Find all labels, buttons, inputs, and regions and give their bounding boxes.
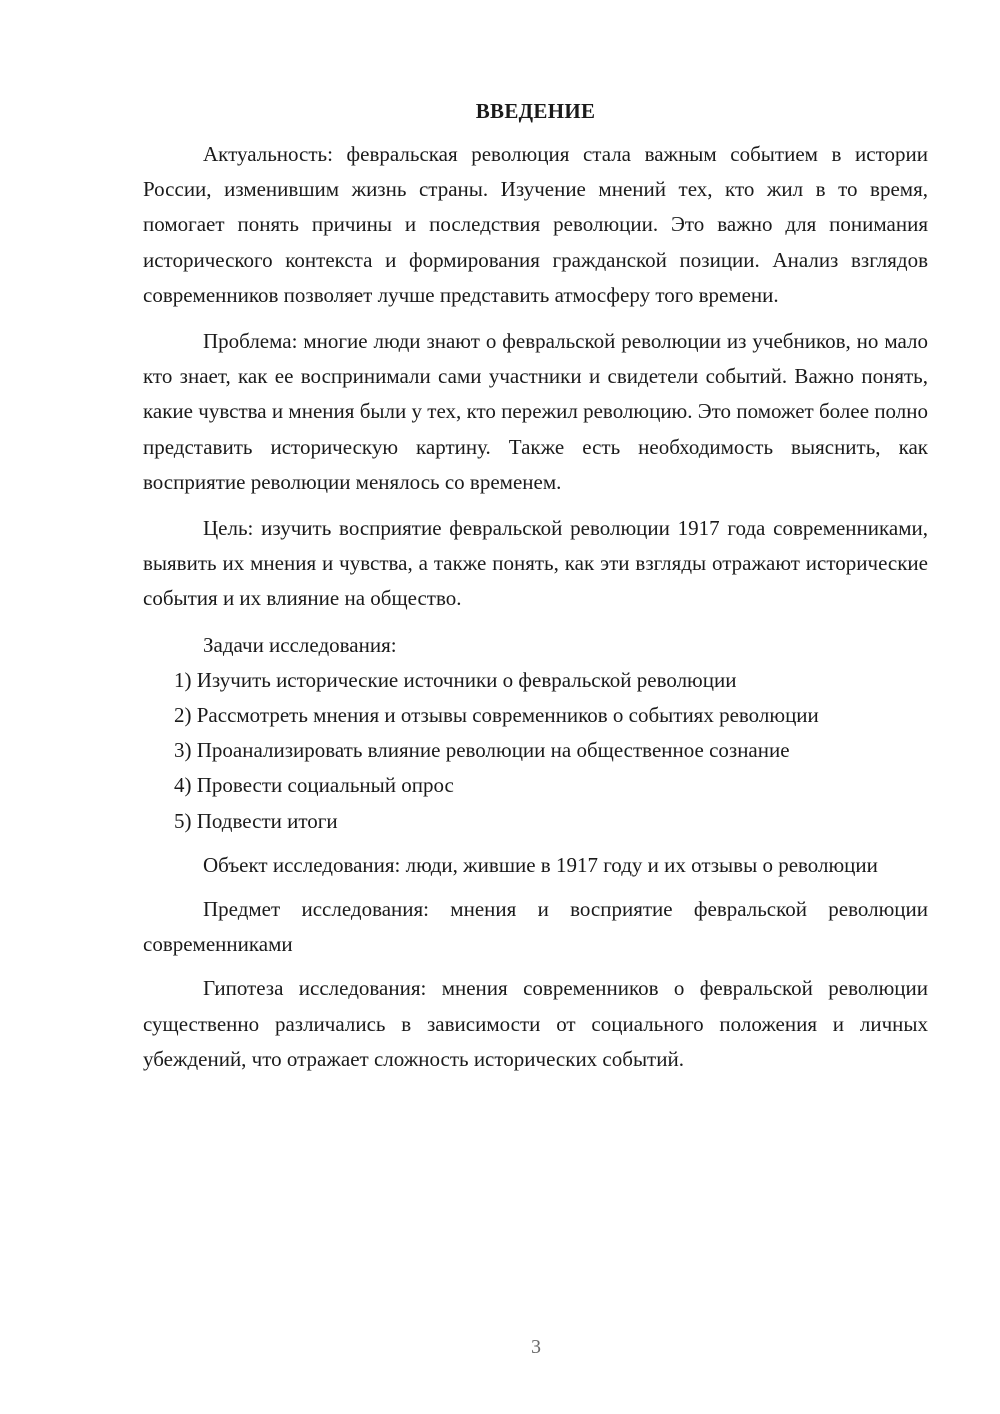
- goal-paragraph: Цель: изучить восприятие февральской революции 1917 года современниками, выявить их мнения и чувства, а также понять, как эти взгляды отражают исторические события и их влияние на общество.: [143, 516, 928, 611]
- page-number: 3: [531, 1336, 541, 1358]
- tasks-heading: Задачи исследования:: [203, 632, 397, 657]
- task-item: 3) Проанализировать влияние революции на общественное сознание: [174, 738, 790, 763]
- hypothesis-paragraph: Гипотеза исследования: мнения современников о февральской революции существенно различались в зависимости от социального положения и личных убеждений, что отражает сложность исторических событий.: [143, 976, 928, 1071]
- task-item: 5) Подвести итоги: [174, 808, 338, 833]
- object-paragraph: Объект исследования: люди, жившие в 1917 году и их отзывы о революции: [203, 852, 878, 877]
- section-title: ВВЕДЕНИЕ: [475, 99, 596, 123]
- task-item: 1) Изучить исторические источники о февральской революции: [174, 667, 737, 692]
- subject-paragraph: Предмет исследования: мнения и восприятие февральской революции современниками: [143, 897, 928, 957]
- page-content: [143, 96, 928, 1077]
- problem-paragraph: Проблема: многие люди знают о февральской революции из учебников, но мало кто знает, как ее воспринимали сами участники и свидетели событий. Важно понять, какие чувства и мнения были у тех, кто пережил революцию. Это поможет более полно представить историческую картину. Также есть необходимость выяснить, как восприятие революции менялось со временем.: [143, 329, 928, 494]
- task-item: 2) Рассмотреть мнения и отзывы современников о событиях революции: [174, 703, 819, 728]
- task-item: 4) Провести социальный опрос: [174, 773, 454, 798]
- relevance-paragraph: Актуальность: февральская революция стала важным событием в истории России, изменившим жизнь страны. Изучение мнений тех, кто жил в то время, помогает понять причины и последствия революции. Это важно для понимания исторического контекста и формирования гражданской позиции. Анализ взглядов современников позволяет лучше представить атмосферу того времени.: [143, 142, 928, 307]
